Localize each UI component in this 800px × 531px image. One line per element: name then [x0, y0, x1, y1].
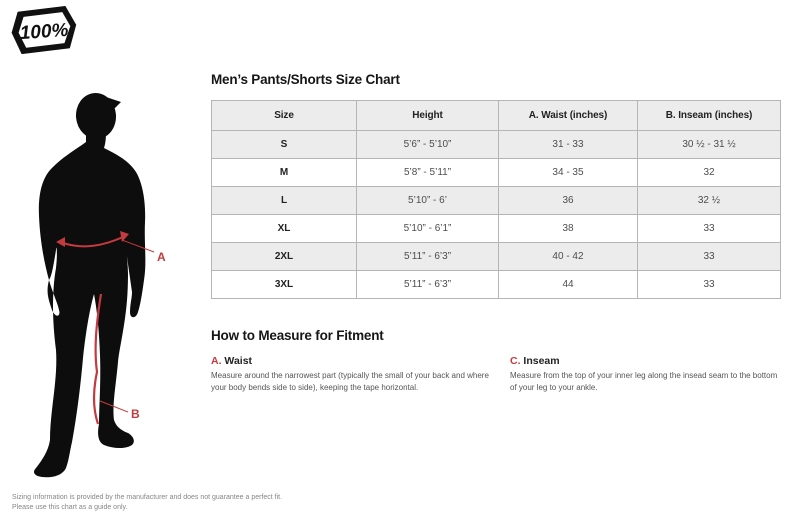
cell-waist: 36 — [499, 187, 638, 215]
column-header-size: Size — [212, 101, 357, 131]
cell-size: M — [212, 159, 357, 187]
cell-size: XL — [212, 215, 357, 243]
disclaimer-line-2: Please use this chart as a guide only. — [12, 504, 128, 511]
cell-height: 5’6” - 5’10” — [357, 131, 499, 159]
cell-inseam: 32 ½ — [638, 187, 781, 215]
measure-letter: C. — [510, 355, 521, 367]
cell-inseam: 33 — [638, 271, 781, 299]
cell-size: S — [212, 131, 357, 159]
measure-item-title — [211, 355, 499, 367]
cell-size: 2XL — [212, 243, 357, 271]
cell-waist: 31 - 33 — [499, 131, 638, 159]
measure-label: Inseam — [523, 355, 560, 367]
cell-height: 5’11” - 6’3” — [357, 243, 499, 271]
disclaimer — [12, 493, 282, 513]
cell-inseam: 32 — [638, 159, 781, 187]
cell-height: 5’8” - 5’11” — [357, 159, 499, 187]
page-title: Men’s Pants/Shorts Size Chart — [211, 72, 400, 87]
cell-waist: 34 - 35 — [499, 159, 638, 187]
column-header-height: Height — [357, 101, 499, 131]
cell-inseam: 33 — [638, 243, 781, 271]
column-header-inseam: B. Inseam (inches) — [638, 101, 781, 131]
disclaimer-line-1: Sizing information is provided by the manufacturer and does not guarantee a perfect fit. — [12, 494, 283, 501]
cell-waist: 38 — [499, 215, 638, 243]
cell-inseam: 30 ½ - 31 ½ — [638, 131, 781, 159]
body-silhouette-figure — [0, 0, 200, 531]
cell-inseam: 33 — [638, 215, 781, 243]
table-row — [212, 243, 781, 271]
measure-letter: A. — [211, 355, 222, 367]
measure-description: Measure from the top of your inner leg along the insead seam to the bottom of your leg to your ankle. — [510, 371, 778, 392]
cell-size: L — [212, 187, 357, 215]
silhouette-body — [34, 128, 145, 477]
waist-label: A — [157, 250, 166, 264]
inseam-label: B — [131, 407, 140, 421]
table-row — [212, 215, 781, 243]
measure-description: Measure around the narrowest part (typically the small of your back and where your body bends side to side), keeping the tape horizontal. — [211, 371, 489, 392]
cell-height: 5’10” - 6’1” — [357, 215, 499, 243]
cell-height: 5’11” - 6’3” — [357, 271, 499, 299]
cell-size: 3XL — [212, 271, 357, 299]
table-row — [212, 271, 781, 299]
column-header-waist: A. Waist (inches) — [499, 101, 638, 131]
cell-waist: 44 — [499, 271, 638, 299]
table-header-row — [212, 101, 781, 131]
measure-section-heading: How to Measure for Fitment — [211, 328, 384, 343]
measure-item-title — [510, 355, 782, 367]
cell-waist: 40 - 42 — [499, 243, 638, 271]
table-row — [212, 187, 781, 215]
measure-item-inseam — [510, 355, 782, 393]
table-row — [212, 159, 781, 187]
size-chart-table — [211, 100, 781, 299]
cell-height: 5’10” - 6’ — [357, 187, 499, 215]
logo-text: 100% — [19, 19, 70, 45]
measure-label: Waist — [224, 355, 253, 367]
table-row — [212, 131, 781, 159]
measure-item-waist — [211, 355, 499, 393]
